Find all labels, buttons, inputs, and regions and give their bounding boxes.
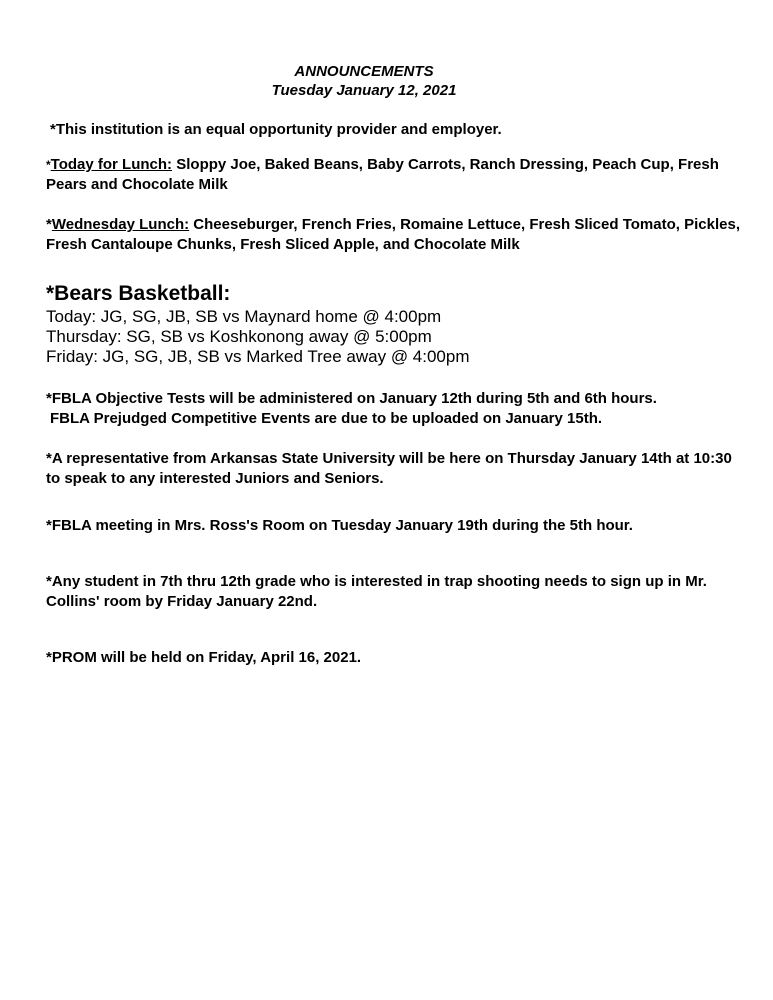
lunch-today xyxy=(46,155,740,195)
fbla-meeting-notice: *FBLA meeting in Mrs. Ross's Room on Tuesday January 19th during the 5th hour. xyxy=(46,517,633,534)
basketball-game-thursday: Thursday: SG, SB vs Koshkonong away @ 5:00pm xyxy=(46,327,432,346)
fbla-tests-line-2: FBLA Prejudged Competitive Events are due to be uploaded on January 15th. xyxy=(50,410,603,427)
basketball-game-friday: Friday: JG, SG, JB, SB vs Marked Tree away @ 4:00pm xyxy=(46,347,470,366)
lunch-today-asterisk: * xyxy=(46,158,51,172)
asu-representative-notice: *A representative from Arkansas State University will be here on Thursday January 14th at 10:30 to speak to any interested Juniors and Seniors. xyxy=(46,450,732,487)
equal-opportunity-notice: *This institution is an equal opportunity provider and employer. xyxy=(50,121,502,138)
page-title: ANNOUNCEMENTS xyxy=(294,63,434,80)
lunch-wednesday-label: Wednesday Lunch: xyxy=(51,216,190,233)
trap-shooting-notice: *Any student in 7th thru 12th grade who is interested in trap shooting needs to sign up in Mr. Collins' room by Friday January 22nd. xyxy=(46,573,707,610)
page-date: Tuesday January 12, 2021 xyxy=(271,82,457,99)
fbla-tests-notice xyxy=(46,389,740,429)
basketball-heading: *Bears Basketball: xyxy=(46,282,231,305)
lunch-wednesday-asterisk: * xyxy=(46,216,52,233)
lunch-wednesday-menu: Cheeseburger, French Fries, Romaine Lettuce, Fresh Sliced Tomato, Pickles, Fresh Cantaloupe Chunks, Fresh Sliced Apple, and Chocolate Milk xyxy=(46,216,740,253)
lunch-wednesday xyxy=(46,215,740,255)
fbla-tests-line-1: *FBLA Objective Tests will be administered on January 12th during 5th and 6th hours. xyxy=(46,390,657,407)
lunch-today-label: Today for Lunch: xyxy=(50,156,173,173)
lunch-today-menu: Sloppy Joe, Baked Beans, Baby Carrots, Ranch Dressing, Peach Cup, Fresh Pears and Chocolate Milk xyxy=(46,156,719,193)
prom-notice: *PROM will be held on Friday, April 16, 2021. xyxy=(46,649,362,666)
basketball-game-today: Today: JG, SG, JB, SB vs Maynard home @ 4:00pm xyxy=(46,307,442,326)
